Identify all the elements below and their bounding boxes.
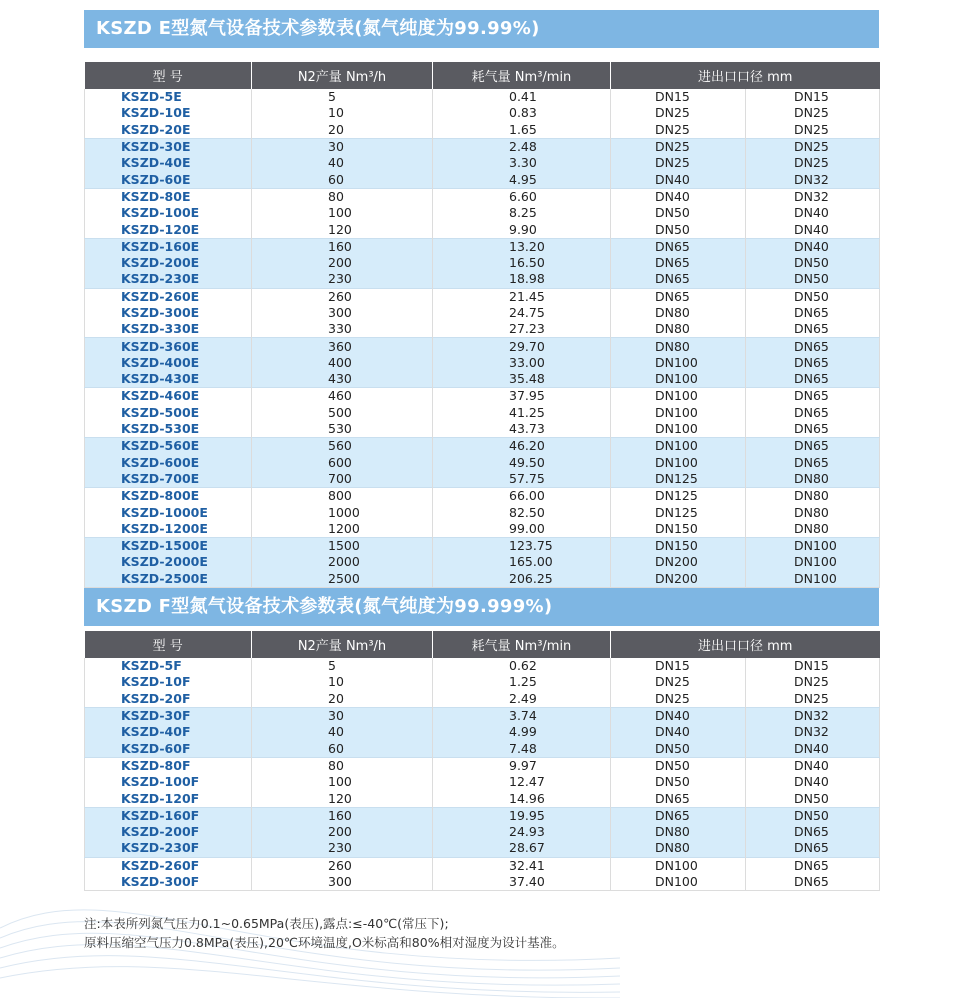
- consumption-cell: 28.67: [433, 840, 611, 857]
- outlet-cell: DN65: [794, 421, 829, 437]
- model-cell: KSZD-2500E: [85, 571, 252, 588]
- table-e: [84, 62, 880, 588]
- model-cell: KSZD-530E: [85, 421, 252, 438]
- consumption-cell: 41.25: [433, 405, 611, 421]
- inlet-cell: DN125: [611, 504, 746, 520]
- model-cell: KSZD-230F: [85, 840, 252, 857]
- table-f: [84, 631, 880, 891]
- model-cell: KSZD-260E: [85, 288, 252, 305]
- outlet-cell: DN65: [746, 388, 880, 405]
- outlet-cell: DN65: [746, 824, 880, 840]
- outlet-cell: DN65: [746, 438, 880, 455]
- consumption-cell: 21.45: [433, 288, 611, 305]
- outlet-cell: DN15: [794, 89, 829, 105]
- inlet-cell: DN25: [611, 674, 746, 690]
- outlet-cell: DN40: [794, 221, 829, 237]
- output-cell: 5: [252, 89, 433, 105]
- consumption-cell: 3.74: [433, 707, 611, 724]
- output-cell: 330: [252, 321, 433, 338]
- output-cell: 10: [252, 105, 433, 121]
- inlet-cell: DN40: [611, 724, 746, 740]
- inlet-cell: DN50: [611, 774, 746, 790]
- model-cell: KSZD-300E: [85, 305, 252, 321]
- inlet-cell: DN50: [611, 740, 746, 757]
- model-cell: KSZD-400E: [85, 355, 252, 371]
- inlet-cell: DN40: [611, 707, 746, 724]
- table-row: [85, 857, 880, 874]
- output-cell: 1200: [252, 521, 433, 538]
- model-cell: KSZD-200F: [85, 824, 252, 840]
- table-row: [85, 371, 880, 388]
- table-row: [85, 707, 880, 724]
- model-cell: KSZD-500E: [85, 405, 252, 421]
- consumption-cell: 2.49: [433, 691, 611, 708]
- consumption-cell: 12.47: [433, 774, 611, 790]
- table-row: [85, 271, 880, 288]
- model-cell: KSZD-300F: [85, 874, 252, 891]
- inlet-cell: DN100: [611, 455, 746, 471]
- model-cell: KSZD-160E: [85, 238, 252, 255]
- outlet-cell: DN65: [794, 321, 829, 337]
- output-cell: 200: [252, 255, 433, 271]
- outlet-cell: DN50: [746, 255, 880, 271]
- output-cell: 40: [252, 724, 433, 740]
- inlet-cell: DN80: [611, 305, 746, 321]
- outlet-cell: DN40: [794, 774, 829, 790]
- output-cell: 20: [252, 122, 433, 139]
- table-row: [85, 455, 880, 471]
- output-cell: 230: [252, 840, 433, 857]
- consumption-cell: 49.50: [433, 455, 611, 471]
- outlet-cell: DN32: [746, 171, 880, 188]
- output-cell: 160: [252, 238, 433, 255]
- output-cell: 100: [252, 205, 433, 221]
- model-cell: KSZD-160F: [85, 807, 252, 824]
- table-row: [85, 571, 880, 588]
- header-output: N2产量 Nm³/h: [252, 631, 433, 658]
- table-row: [85, 538, 880, 555]
- table-row: [85, 89, 880, 105]
- model-cell: KSZD-10F: [85, 674, 252, 690]
- output-cell: 260: [252, 857, 433, 874]
- inlet-cell: DN125: [611, 471, 746, 488]
- model-cell: KSZD-40F: [85, 724, 252, 740]
- consumption-cell: 32.41: [433, 857, 611, 874]
- inlet-cell: DN100: [611, 405, 746, 421]
- output-cell: 230: [252, 271, 433, 288]
- consumption-cell: 0.41: [433, 89, 611, 105]
- outlet-cell: DN65: [794, 305, 829, 320]
- table-e-header-row: [85, 62, 880, 89]
- table-row: [85, 658, 880, 674]
- table-f-title: KSZD F型氮气设备技术参数表(氮气纯度为99.999%): [84, 588, 879, 626]
- table-row: [85, 171, 880, 188]
- inlet-cell: DN100: [611, 371, 746, 388]
- outlet-cell: DN65: [746, 371, 880, 388]
- table-row: [85, 504, 880, 520]
- inlet-cell: DN50: [611, 757, 746, 774]
- consumption-cell: 82.50: [433, 504, 611, 520]
- table-row: [85, 321, 880, 338]
- inlet-cell: DN100: [611, 421, 746, 438]
- outlet-cell: DN25: [746, 138, 880, 155]
- output-cell: 60: [252, 740, 433, 757]
- table-row: [85, 521, 880, 538]
- outlet-cell: DN50: [746, 288, 880, 305]
- table-row: [85, 757, 880, 774]
- outlet-cell: DN100: [746, 538, 880, 555]
- inlet-cell: DN200: [611, 571, 746, 588]
- outlet-cell: DN40: [746, 740, 880, 757]
- model-cell: KSZD-260F: [85, 857, 252, 874]
- output-cell: 200: [252, 824, 433, 840]
- table-row: [85, 238, 880, 255]
- output-cell: 2000: [252, 554, 433, 570]
- inlet-cell: DN25: [611, 122, 746, 139]
- inlet-cell: DN25: [611, 155, 746, 171]
- inlet-cell: DN65: [611, 255, 746, 271]
- model-cell: KSZD-1200E: [85, 521, 252, 538]
- table-row: [85, 355, 880, 371]
- table-row: [85, 471, 880, 488]
- model-cell: KSZD-120F: [85, 790, 252, 807]
- table-row: [85, 774, 880, 790]
- model-cell: KSZD-80F: [85, 757, 252, 774]
- header-model: 型 号: [85, 62, 252, 89]
- table-row: [85, 824, 880, 840]
- inlet-cell: DN125: [611, 488, 746, 505]
- consumption-cell: 66.00: [433, 488, 611, 505]
- output-cell: 80: [252, 757, 433, 774]
- outlet-cell: DN40: [794, 205, 829, 221]
- consumption-cell: 37.95: [433, 388, 611, 405]
- inlet-cell: DN150: [611, 538, 746, 555]
- inlet-cell: DN50: [611, 221, 746, 238]
- inlet-cell: DN50: [611, 205, 746, 221]
- model-cell: KSZD-100F: [85, 774, 252, 790]
- output-cell: 30: [252, 138, 433, 155]
- inlet-cell: DN15: [611, 89, 746, 105]
- inlet-cell: DN100: [611, 438, 746, 455]
- footnote-line-1: 注:本表所列氮气压力0.1~0.65MPa(表压),露点:≤-40℃(常压下);: [84, 916, 449, 931]
- inlet-cell: DN200: [611, 554, 746, 570]
- outlet-cell: DN65: [746, 338, 880, 355]
- output-cell: 100: [252, 774, 433, 790]
- table-row: [85, 405, 880, 421]
- model-cell: KSZD-460E: [85, 388, 252, 405]
- outlet-cell: DN80: [746, 471, 880, 488]
- consumption-cell: 16.50: [433, 255, 611, 271]
- consumption-cell: 1.65: [433, 122, 611, 139]
- output-cell: 560: [252, 438, 433, 455]
- table-row: [85, 674, 880, 690]
- output-cell: 1500: [252, 538, 433, 555]
- inlet-cell: DN100: [611, 874, 746, 891]
- output-cell: 600: [252, 455, 433, 471]
- table-row: [85, 338, 880, 355]
- output-cell: 400: [252, 355, 433, 371]
- consumption-cell: 3.30: [433, 155, 611, 171]
- model-cell: KSZD-5F: [85, 658, 252, 674]
- inlet-cell: DN100: [611, 388, 746, 405]
- inlet-cell: DN100: [611, 857, 746, 874]
- model-cell: KSZD-360E: [85, 338, 252, 355]
- outlet-cell: DN65: [746, 857, 880, 874]
- table-row: [85, 122, 880, 139]
- output-cell: 160: [252, 807, 433, 824]
- inlet-cell: DN100: [611, 355, 746, 371]
- consumption-cell: 18.98: [433, 271, 611, 288]
- inlet-cell: DN150: [611, 521, 746, 538]
- model-cell: KSZD-120E: [85, 221, 252, 238]
- consumption-cell: 2.48: [433, 138, 611, 155]
- output-cell: 530: [252, 421, 433, 438]
- consumption-cell: 0.83: [433, 105, 611, 121]
- table-row: [85, 691, 880, 708]
- consumption-cell: 29.70: [433, 338, 611, 355]
- consumption-cell: 24.93: [433, 824, 611, 840]
- consumption-cell: 206.25: [433, 571, 611, 588]
- model-cell: KSZD-60F: [85, 740, 252, 757]
- inlet-cell: DN80: [611, 321, 746, 338]
- consumption-cell: 4.95: [433, 171, 611, 188]
- table-row: [85, 105, 880, 121]
- table-row: [85, 221, 880, 238]
- output-cell: 700: [252, 471, 433, 488]
- consumption-cell: 33.00: [433, 355, 611, 371]
- consumption-cell: 123.75: [433, 538, 611, 555]
- inlet-cell: DN80: [611, 338, 746, 355]
- model-cell: KSZD-30E: [85, 138, 252, 155]
- outlet-cell: DN32: [746, 188, 880, 205]
- output-cell: 120: [252, 221, 433, 238]
- outlet-cell: DN100: [746, 571, 880, 588]
- outlet-cell: DN50: [746, 271, 880, 288]
- inlet-cell: DN25: [611, 691, 746, 708]
- table-row: [85, 255, 880, 271]
- outlet-cell: DN32: [746, 724, 880, 740]
- model-cell: KSZD-330E: [85, 321, 252, 338]
- table-row: [85, 288, 880, 305]
- outlet-cell: DN25: [794, 690, 829, 706]
- model-cell: KSZD-200E: [85, 255, 252, 271]
- output-cell: 460: [252, 388, 433, 405]
- table-row: [85, 155, 880, 171]
- model-cell: KSZD-60E: [85, 171, 252, 188]
- consumption-cell: 24.75: [433, 305, 611, 321]
- table-row: [85, 438, 880, 455]
- table-row: [85, 421, 880, 438]
- model-cell: KSZD-1000E: [85, 504, 252, 520]
- table-row: [85, 807, 880, 824]
- outlet-cell: DN65: [746, 840, 880, 857]
- consumption-cell: 1.25: [433, 674, 611, 690]
- table-row: [85, 874, 880, 891]
- outlet-cell: DN40: [746, 238, 880, 255]
- outlet-cell: DN32: [746, 707, 880, 724]
- header-consumption: 耗气量 Nm³/min: [433, 62, 611, 89]
- table-f-header-row: [85, 631, 880, 658]
- model-cell: KSZD-230E: [85, 271, 252, 288]
- table-e-section: [84, 10, 879, 588]
- header-model: 型 号: [85, 631, 252, 658]
- table-row: [85, 305, 880, 321]
- output-cell: 1000: [252, 504, 433, 520]
- output-cell: 430: [252, 371, 433, 388]
- output-cell: 800: [252, 488, 433, 505]
- output-cell: 5: [252, 658, 433, 674]
- outlet-cell: DN80: [794, 504, 829, 520]
- model-cell: KSZD-5E: [85, 89, 252, 105]
- inlet-cell: DN65: [611, 790, 746, 807]
- header-port-size: 进出口口径 mm: [611, 62, 880, 89]
- output-cell: 80: [252, 188, 433, 205]
- outlet-cell: DN50: [794, 790, 829, 806]
- table-row: [85, 205, 880, 221]
- footnotes: [84, 914, 565, 952]
- table-row: [85, 188, 880, 205]
- consumption-cell: 37.40: [433, 874, 611, 891]
- output-cell: 60: [252, 171, 433, 188]
- inlet-cell: DN25: [611, 105, 746, 121]
- outlet-cell: DN65: [746, 455, 880, 471]
- consumption-cell: 99.00: [433, 521, 611, 538]
- consumption-cell: 13.20: [433, 238, 611, 255]
- table-row: [85, 138, 880, 155]
- outlet-cell: DN25: [794, 105, 829, 121]
- consumption-cell: 46.20: [433, 438, 611, 455]
- consumption-cell: 4.99: [433, 724, 611, 740]
- table-row: [85, 740, 880, 757]
- output-cell: 30: [252, 707, 433, 724]
- consumption-cell: 43.73: [433, 421, 611, 438]
- model-cell: KSZD-80E: [85, 188, 252, 205]
- model-cell: KSZD-1500E: [85, 538, 252, 555]
- outlet-cell: DN65: [794, 874, 829, 889]
- consumption-cell: 165.00: [433, 554, 611, 570]
- consumption-cell: 9.90: [433, 221, 611, 238]
- inlet-cell: DN65: [611, 288, 746, 305]
- output-cell: 300: [252, 874, 433, 891]
- header-consumption: 耗气量 Nm³/min: [433, 631, 611, 658]
- inlet-cell: DN80: [611, 824, 746, 840]
- inlet-cell: DN80: [611, 840, 746, 857]
- outlet-cell: DN25: [794, 674, 829, 690]
- outlet-cell: DN15: [794, 658, 829, 674]
- output-cell: 360: [252, 338, 433, 355]
- footnote-line-2: 原料压缩空气压力0.8MPa(表压),20℃环境温度,O米标高和80%相对湿度为设计基准。: [84, 935, 565, 950]
- output-cell: 40: [252, 155, 433, 171]
- outlet-cell: DN80: [794, 520, 829, 536]
- table-row: [85, 388, 880, 405]
- table-e-title: KSZD E型氮气设备技术参数表(氮气纯度为99.99%): [84, 10, 879, 48]
- table-row: [85, 554, 880, 570]
- consumption-cell: 8.25: [433, 205, 611, 221]
- model-cell: KSZD-40E: [85, 155, 252, 171]
- consumption-cell: 6.60: [433, 188, 611, 205]
- consumption-cell: 0.62: [433, 658, 611, 674]
- inlet-cell: DN25: [611, 138, 746, 155]
- model-cell: KSZD-430E: [85, 371, 252, 388]
- outlet-cell: DN25: [746, 155, 880, 171]
- consumption-cell: 35.48: [433, 371, 611, 388]
- output-cell: 2500: [252, 571, 433, 588]
- outlet-cell: DN65: [794, 404, 829, 420]
- header-port-size: 进出口口径 mm: [611, 631, 880, 658]
- consumption-cell: 27.23: [433, 321, 611, 338]
- header-output: N2产量 Nm³/h: [252, 62, 433, 89]
- model-cell: KSZD-600E: [85, 455, 252, 471]
- model-cell: KSZD-100E: [85, 205, 252, 221]
- outlet-cell: DN65: [746, 355, 880, 371]
- outlet-cell: DN40: [746, 757, 880, 774]
- table-f-section: [84, 588, 879, 891]
- output-cell: 10: [252, 674, 433, 690]
- model-cell: KSZD-20E: [85, 122, 252, 139]
- outlet-cell: DN50: [746, 807, 880, 824]
- model-cell: KSZD-560E: [85, 438, 252, 455]
- model-cell: KSZD-2000E: [85, 554, 252, 570]
- output-cell: 500: [252, 405, 433, 421]
- model-cell: KSZD-10E: [85, 105, 252, 121]
- table-row: [85, 488, 880, 505]
- outlet-cell: DN80: [746, 488, 880, 505]
- inlet-cell: DN15: [611, 658, 746, 674]
- output-cell: 260: [252, 288, 433, 305]
- inlet-cell: DN40: [611, 188, 746, 205]
- outlet-cell: DN100: [746, 554, 880, 570]
- consumption-cell: 9.97: [433, 757, 611, 774]
- table-row: [85, 724, 880, 740]
- consumption-cell: 57.75: [433, 471, 611, 488]
- model-cell: KSZD-700E: [85, 471, 252, 488]
- model-cell: KSZD-800E: [85, 488, 252, 505]
- model-cell: KSZD-30F: [85, 707, 252, 724]
- outlet-cell: DN25: [794, 121, 829, 137]
- table-row: [85, 790, 880, 807]
- consumption-cell: 7.48: [433, 740, 611, 757]
- model-cell: KSZD-20F: [85, 691, 252, 708]
- output-cell: 120: [252, 790, 433, 807]
- inlet-cell: DN65: [611, 238, 746, 255]
- inlet-cell: DN65: [611, 807, 746, 824]
- output-cell: 20: [252, 691, 433, 708]
- inlet-cell: DN65: [611, 271, 746, 288]
- consumption-cell: 19.95: [433, 807, 611, 824]
- inlet-cell: DN40: [611, 171, 746, 188]
- output-cell: 300: [252, 305, 433, 321]
- consumption-cell: 14.96: [433, 790, 611, 807]
- table-row: [85, 840, 880, 857]
